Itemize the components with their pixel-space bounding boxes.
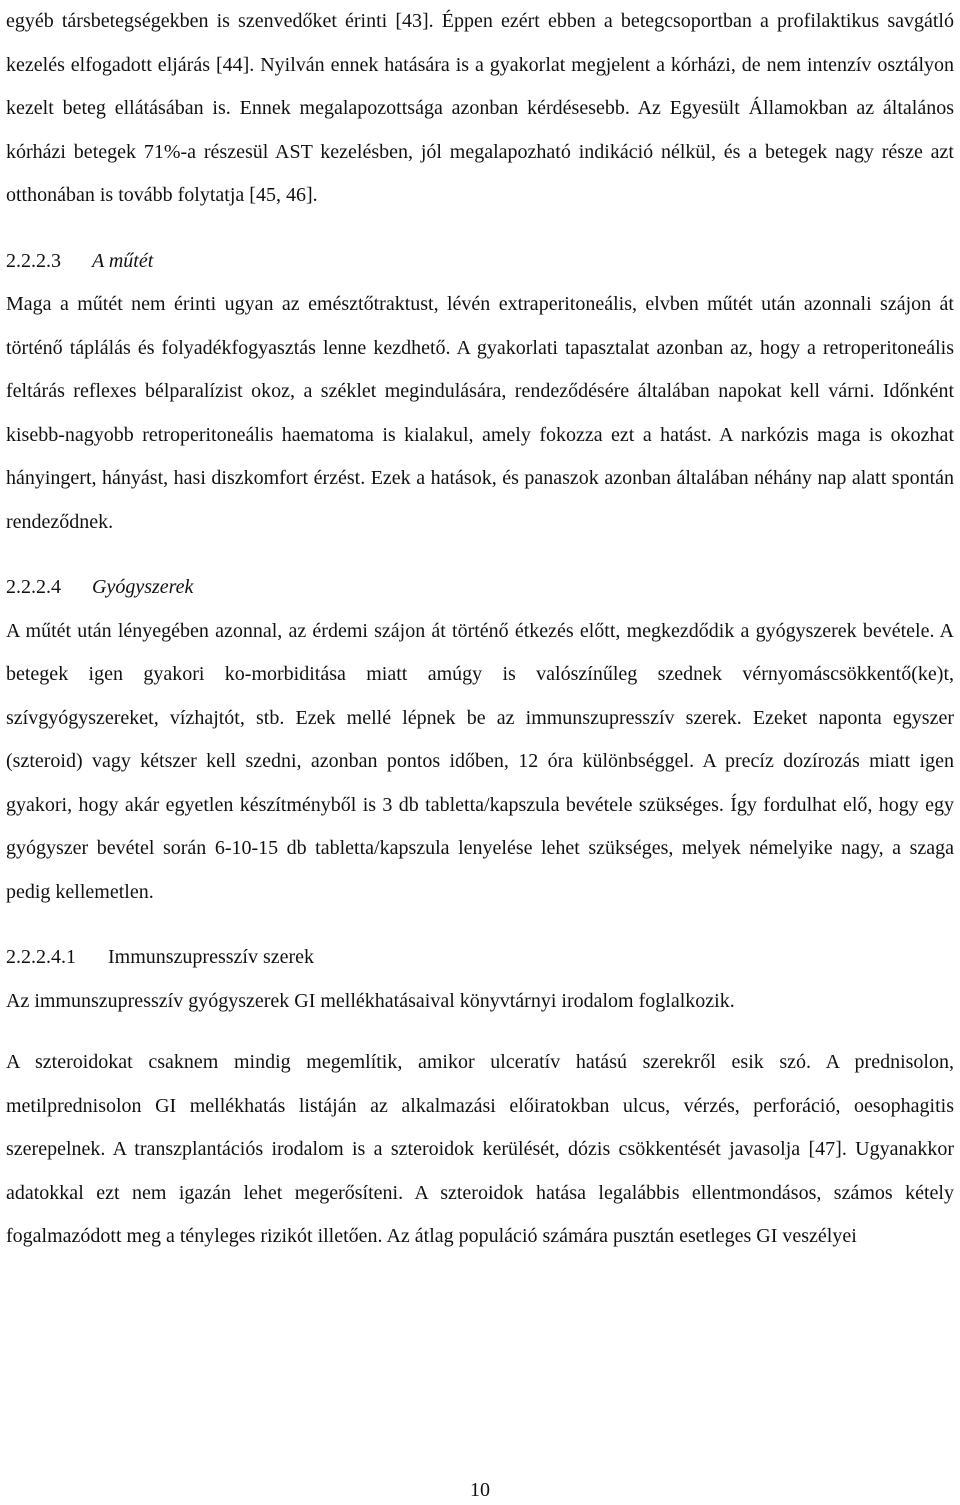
paragraph-steroids: A szteroidokat csaknem mindig megemlítik, amikor ulceratív hatású szerekről esik szó. A prednisolon, metilprednisolon GI mellékhatás listáján az alkalmazási előiratokban ulcus, vérzés, perforáció, oesophagitis szerepelnek. A transzplantációs irodalom is a szteroidok kerülését, dózis csökkentését javasolja [47]. Ugyanakkor adatokkal ezt nem igazán lehet megerősíteni. A szteroidok hatása legalábbis ellentmondásos, számos kétely fogalmazódott meg a tényleges rizikót illetően. Az átlag populáció számára pusztán esetleges GI veszélyei <box>6 1051 954 1247</box>
document-page <box>6 0 954 1259</box>
section-number: 2.2.2.3 <box>6 249 61 272</box>
section-heading-immunosuppressants <box>6 936 954 980</box>
page-number: 10 <box>470 1479 490 1501</box>
section-number: 2.2.2.4.1 <box>6 946 76 968</box>
section-title: Gyógyszerek <box>92 576 194 598</box>
section-heading-medications <box>6 566 954 610</box>
section-title: A műtét <box>92 249 154 272</box>
section-title: Immunszupresszív szerek <box>108 946 315 968</box>
paragraph-ppi-hospital: egyéb társbetegségekben is szenvedőket érinti [43]. Éppen ezért ebben a betegcsoportban a profilaktikus savgátló kezelés elfogadott eljárás [44]. Nyilván ennek hatására is a gyakorlat megjelent a kórházi, de nem intenzív osztályon kezelt beteg ellátásában is. Ennek megalapozottsága azonban kérdésesebb. Az Egyesült Államokban az általános kórházi betegek 71%-a részesül AST kezelésben, jól megalapozható indikáció nélkül, és a betegek nagy része azt otthonában is tovább folytatja [45, 46]. <box>6 10 954 206</box>
section-number: 2.2.2.4 <box>6 576 61 598</box>
paragraph-surgery: Maga a műtét nem érinti ugyan az emésztőtraktust, lévén extraperitoneális, elvben műtét után azonnali szájon át történő táplálás és folyadékfogyasztás lenne kezdhető. A gyakorlati tapasztalat azonban az, hogy a retroperitoneális feltárás reflexes bélparalízist okoz, a széklet megindulására, rendeződésére általában napokat kell várni. Időnként kisebb-nagyobb retroperitoneális haematoma is kialakul, amely fokozza ezt a hatást. A narkózis maga is okozhat hányingert, hányást, hasi diszkomfort érzést. Ezek a hatások, és panaszok azonban általában néhány nap alatt spontán rendeződnek. <box>6 293 954 533</box>
paragraph-immunosuppressants-intro: Az immunszupresszív gyógyszerek GI mellékhatásaival könyvtárnyi irodalom foglalkozik. <box>6 989 735 1012</box>
section-heading-surgery <box>6 240 954 284</box>
paragraph-medications: A műtét után lényegében azonnal, az érdemi szájon át történő étkezés előtt, megkezdődik a gyógyszerek bevétele. A betegek igen gyakori ko-morbiditása miatt amúgy is valószínűleg szednek vérnyomáscsökkentő(ke)t, szívgyógyszereket, vízhajtót, stb. Ezek mellé lépnek be az immunszupresszív szerek. Ezeket naponta egyszer (szteroid) vagy kétszer kell szedni, azonban pontos időben, 12 óra különbséggel. A precíz dozírozás miatt igen gyakori, hogy akár egyetlen készítményből is 3 db tabletta/kapszula bevétele szükséges. Így fordulhat elő, hogy egy gyógyszer bevétel során 6-10-15 db tabletta/kapszula lenyelése lehet szükséges, melyek némelyike nagy, a szaga pedig kellemetlen. <box>6 619 954 903</box>
